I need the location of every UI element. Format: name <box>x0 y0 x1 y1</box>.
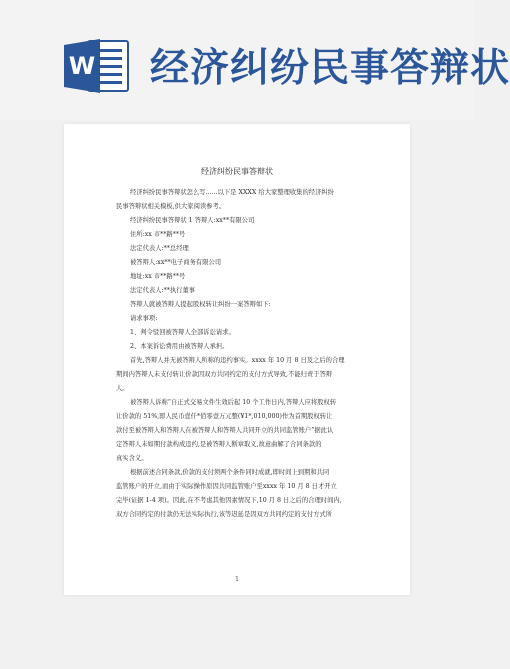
document-page <box>64 124 410 595</box>
document-line: 完毕(证据 1-4 项)。因此,在不考虑其他因素情况下,10 月 8 日之后的合理时间内, <box>116 497 342 504</box>
document-line: 地址:xx 市**路**号 <box>130 273 186 280</box>
document-line: 款付至被答辩人和答辩人在被答辩人和答辩人共同开立的共同监管账户”据此认 <box>116 427 334 434</box>
document-line: 被答辩人:xx**电子商务有限公司 <box>130 259 222 266</box>
document-title: 经济纠纷民事答辩状 <box>201 167 273 176</box>
document-line: 监管账户的开立,而由于实际操作原因共同监管账户至xxxx 年 10 月 8 日才开立 <box>116 483 337 490</box>
document-line: 根据前述合同条款,价款的支付须两个条件同时成就,即时间上到期和共同 <box>130 469 330 476</box>
banner <box>0 0 510 120</box>
document-line: 首先,答辩人并无被答辩人所称的违约事实。xxxx 年 10 月 8 日及之后的合理 <box>130 357 345 364</box>
word-icon-letter: W <box>68 52 96 80</box>
document-line: 人。 <box>116 385 129 392</box>
document-line: 答辩人就被答辩人提起股权转让纠纷一案答辩如下: <box>130 301 271 308</box>
word-doc-icon <box>64 37 130 95</box>
document-line: 住所:xx 市**路**号 <box>130 231 186 238</box>
document-line: 法定代表人:**总经理 <box>130 245 189 252</box>
document-line: 让价款的 51%,即人民币壹仟*佰零壹万元整(¥1*,010,000)作为首期股权转让 <box>116 413 333 420</box>
document-line: 请求事项: <box>130 315 158 322</box>
document-line: 双方合同约定的付款仍无法实际执行,该等迟延是因双方共同约定的支付方式所 <box>116 511 333 518</box>
document-line: 经济纠纷民事答辩状 1 答辩人:xx**有限公司 <box>130 217 255 224</box>
banner-title: 经济纠纷民事答辩状 <box>150 46 510 91</box>
document-line: 定答辩人未如期付款构成违约,是被答辩人断章取义,故意曲解了合同条款的 <box>116 441 322 448</box>
document-line: 2、本案诉讼费用由被答辩人承担。 <box>130 343 229 350</box>
document-line: 期间内答辩人未支付转让价款因双方共同约定的支付方式导致,不能归责于答辩 <box>116 371 333 378</box>
document-body <box>116 186 362 522</box>
document-line: 法定代表人:**执行董事 <box>130 287 196 294</box>
page-number: 1 <box>235 576 239 583</box>
document-line: 民事答辩状相关模板,供大家阅读参考。 <box>116 203 226 210</box>
document-line: 被答辩人诉称“自正式交易文件生效后起 10 个工作日内,答辩人应将股权转 <box>130 399 337 406</box>
document-line: 1、判令驳回被答辩人全部诉讼请求。 <box>130 329 235 336</box>
document-line: 真实含义。 <box>116 455 148 462</box>
document-line: 经济纠纷民事答辩状怎么写......以下是 XXXX 给大家整理收集的经济纠纷 <box>130 189 334 196</box>
